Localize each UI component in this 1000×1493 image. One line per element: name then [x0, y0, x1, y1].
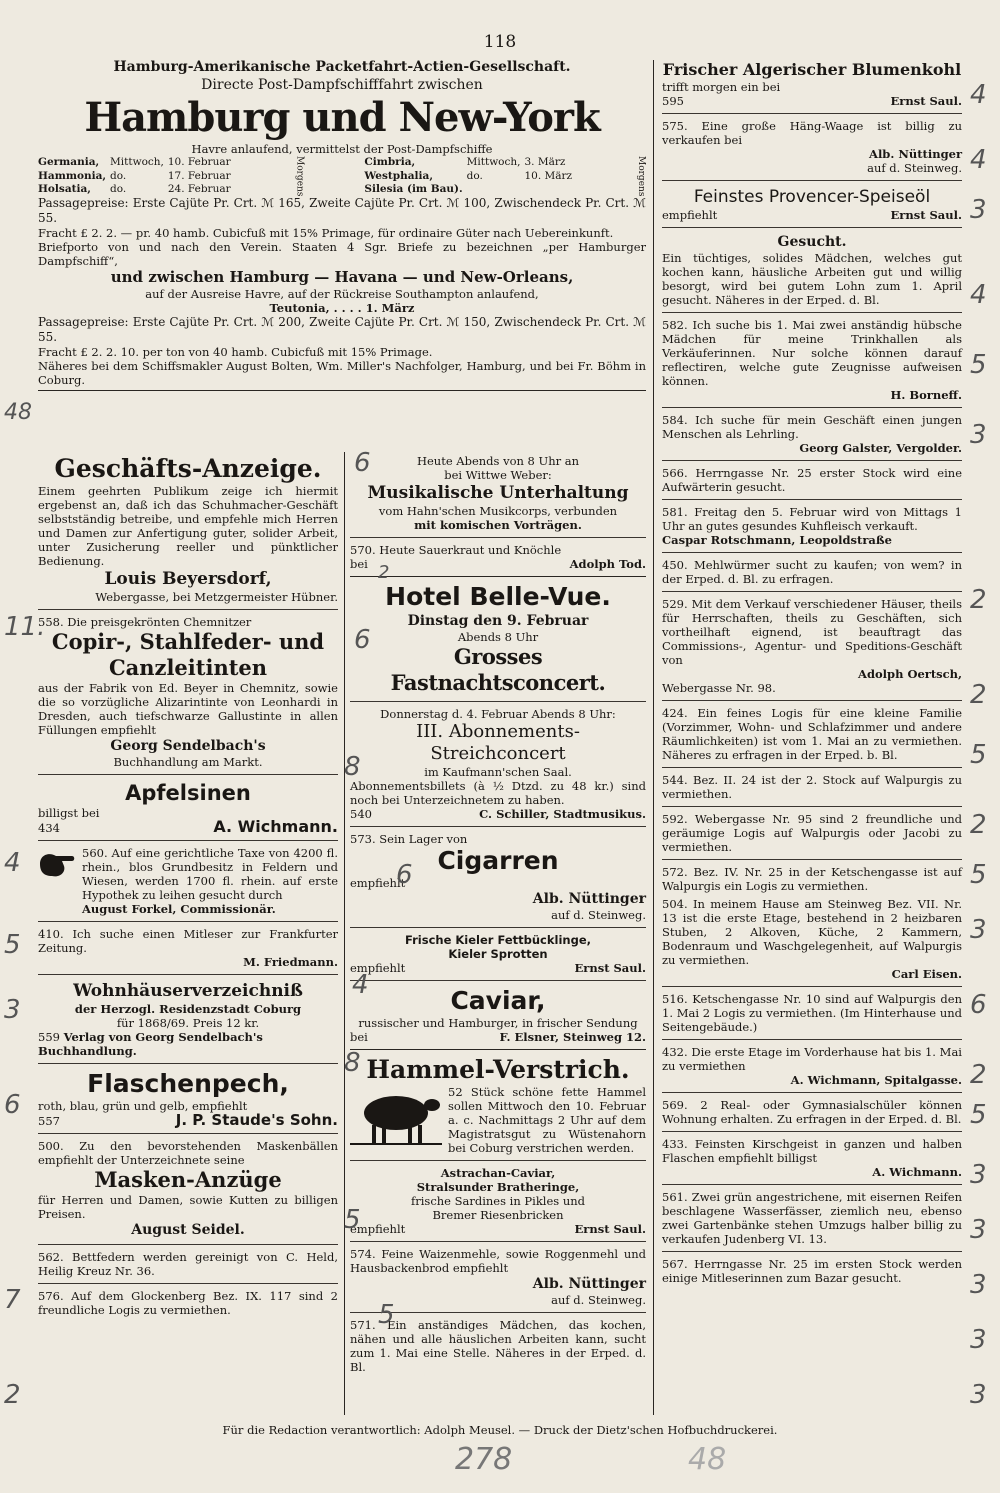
margin-note: 3: [970, 1160, 987, 1190]
ad-hammel: [350, 1053, 646, 1157]
hammel-text: 52 Stück schöne fette Hammel sollen Mittwoch den 10. Februar a. c. Nachmittags 2 Uhr auf dem Magistratsgut zu Wüstenahorn bei Coburg verstrichen werden.: [448, 1085, 646, 1155]
freight-text-2: Fracht £ 2. 2. 10. per ton von 40 hamb. Cubicfuß mit 15% Primage.: [38, 345, 433, 360]
pointing-hand-icon: [38, 846, 76, 916]
shipping-via: Havre anlaufend, vermittelst der Post-Dampfschiffe: [191, 142, 493, 156]
bottom-handwriting: 278: [455, 1442, 513, 1477]
margin-note: 3: [970, 1325, 987, 1355]
margin-note: 4: [970, 280, 987, 310]
ship-schedule: [38, 156, 646, 196]
ad-ketschengasse: 572. Bez. IV. Nr. 25 in der Ketschengasse ist auf Walpurgis ein Logis zu vermiethen.: [662, 865, 963, 893]
side-label-right: Morgens: [635, 156, 646, 197]
passage-prices: Passagepreise: Erste Cajüte Pr. Crt. ℳ 165, Zweite Cajüte Pr. Crt. ℳ 100, Zwischendeck Pr. Crt. ℳ 55.: [38, 196, 646, 226]
ad-speiseoel: Feinstes Provencer-Speiseöl empfiehlt Ernst Saul.: [662, 187, 962, 222]
margin-note: 8: [344, 752, 361, 782]
ad-caviar: Caviar, russischer und Hamburger, in frischer Sendung bei F. Elsner, Steinweg 12.: [350, 986, 646, 1044]
havana-route: und zwischen Hamburg — Havana — und New-Orleans,: [110, 268, 574, 287]
margin-note: 5: [970, 860, 987, 890]
flasch-name: J. P. Staude's Sohn.: [175, 1111, 338, 1129]
kirsch-name: A. Wichmann.: [872, 1165, 962, 1179]
astra-name: Ernst Saul.: [574, 1222, 646, 1236]
freight-text: Fracht £ 2. 2. — pr. 40 hamb. Cubicfuß mit 15% Primage, für ordinaire Güter nach Uebereinkunft.: [38, 226, 614, 241]
ad-lehrling: 584. Ich suche für mein Geschäft einen jungen Menschen als Lehrling. Georg Galster, Vergolder.: [662, 413, 962, 455]
taxe-name: August Forkel, Commissionär.: [82, 902, 276, 916]
sauer-name: Adolph Tod.: [569, 557, 646, 571]
margin-note: 5: [344, 1205, 361, 1235]
ad-maedchen: 571. Ein anständiges Mädchen, das kochen, nähen und alle häuslichen Arbeiten kann, sucht zum 1. Mai eine Stelle. Näheres in der Erped. d. Bl.: [350, 1318, 646, 1374]
kiel-name: Ernst Saul.: [574, 961, 646, 975]
havana-route-detail: auf der Ausreise Havre, auf der Rückreise Southampton anlaufend,: [145, 287, 539, 302]
margin-note: 2: [970, 810, 987, 840]
shipping-title: Hamburg und New-York: [84, 94, 600, 141]
ad-blumenkohl: Frischer Algerischer Blumenkohl trifft morgen ein bei 595 Ernst Saul.: [662, 60, 962, 108]
ad-kirschgeist: 433. Feinsten Kirschgeist in ganzen und halben Flaschen empfiehlt billigst A. Wichmann.: [662, 1137, 962, 1179]
margin-note: 2: [970, 585, 987, 615]
margin-note: 2: [970, 680, 987, 710]
margin-note: 3: [970, 915, 987, 945]
margin-note: 4: [970, 80, 987, 110]
ad-apfelsinen: Apfelsinen billigst bei 434 A. Wichmann.: [38, 781, 338, 836]
apfel-title: Apfelsinen: [125, 781, 251, 805]
side-label-left: Morgens: [294, 156, 305, 197]
wohn-title: Wohnhäuserverzeichniß: [73, 981, 303, 1001]
margin-note: 3: [970, 1215, 987, 1245]
margin-note: 3: [970, 1270, 987, 1300]
hammel-title: Hammel-Verstrich.: [366, 1055, 630, 1084]
sheep-icon: [350, 1085, 442, 1155]
lehr-name: Georg Galster, Vergolder.: [799, 441, 962, 455]
geschaeft-name: Louis Beyersdorf,: [104, 569, 272, 589]
copir-address: Buchhandlung am Markt.: [113, 755, 263, 769]
mask-name: August Seidel.: [131, 1222, 245, 1238]
ad-sauerkraut: 570. Heute Sauerkraut und Knöchle bei Adolph Tod.: [350, 543, 646, 571]
weiz-name: Alb. Nüttinger: [532, 1276, 646, 1292]
margin-note: 5: [970, 740, 987, 770]
ad-copir: 558. Die preisgekrönten Chemnitzer Copir-, Stahlfeder- und Canzleitinten aus der Fabrik von Ed. Beyer in Chemnitz, sowie die so vorzügliche Alizarintinte von Leonhardi in Dresden, auch tiefschwarze Gallustinte in allen Füllungen empfiehlt Georg Sendelbach's Buchhandlung am Markt.: [38, 615, 338, 769]
waag-name: Alb. Nüttinger: [869, 147, 962, 161]
margin-note: 6: [354, 625, 371, 655]
caviar-name: F. Elsner, Steinweg 12.: [499, 1030, 646, 1044]
ad-cigarren: 573. Sein Lager von Cigarren empfiehlt Alb. Nüttinger auf d. Steinweg.: [350, 832, 646, 922]
margin-note: 4: [970, 145, 987, 175]
margin-note: 8: [344, 1048, 361, 1078]
copir-title-2: Canzleitinten: [108, 655, 268, 680]
ad-kieler: Frische Kieler Fettbücklinge, Kieler Sprotten empfiehlt Ernst Saul.: [350, 933, 646, 975]
ship-table-right: Cimbria, Mittwoch, 3. März Westphalia, do. 10. März Silesia (im Bau).: [364, 156, 573, 196]
ad-abonnement: Donnerstag d. 4. Februar Abends 8 Uhr: III. Abonnements-Streichconcert im Kaufmann'schen Saal. Abonnementsbillets (à ½ Dtzd. zu 48 kr.) sind noch bei Unterzeichnetem zu haben. 540 C. Schiller, Stadtmusikus.: [350, 707, 646, 821]
page-number: 118: [483, 32, 517, 52]
margin-note: 5: [4, 930, 21, 960]
margin-note: 6: [396, 860, 413, 890]
agent-text: Näheres bei dem Schiffsmakler August Bolten, Wm. Miller's Nachfolger, Hamburg, und bei Fr. Böhm in Coburg.: [38, 359, 646, 388]
margin-note: 2: [4, 1380, 21, 1410]
etage-name: Carl Eisen.: [891, 967, 962, 981]
geschaeft-title: Geschäfts-Anzeige.: [54, 454, 322, 483]
ad-gymnasium: 569. 2 Real- oder Gymnasialschüler können Wohnung erhalten. Zu erfragen in der Erped. d. Bl.: [662, 1098, 962, 1126]
shipping-header: [38, 58, 646, 394]
margin-note: 5: [970, 350, 987, 380]
passage-prices-2: Passagepreise: Erste Cajüte Pr. Crt. ℳ 200, Zweite Cajüte Pr. Crt. ℳ 150, Zwischendeck Pr. Crt. ℳ 55.: [38, 315, 646, 345]
cig-title: Cigarren: [437, 846, 559, 875]
right-column: [662, 58, 962, 1287]
ad-bazar: 567. Herrngasse Nr. 25 im ersten Stock werden einige Mitleserinnen zum Bazar gesucht.: [662, 1257, 962, 1285]
margin-note: 6: [354, 448, 371, 478]
ad-logis: 424. Ein feines Logis für eine kleine Familie (Vorzimmer, Wohn- und Schlafzimmer und andere Räumlichkeiten) ist vom 1. Mai an zu vermiethen. Näheres zu erfragen in der Erped. b. Bl.: [662, 706, 963, 762]
hotel-event: Grosses Fastnachtsconcert.: [390, 644, 606, 695]
ges-title: Gesucht.: [777, 234, 847, 250]
ad-waizenmehl: 574. Feine Waizenmehle, sowie Roggenmehl und Hausbackenbrod empfiehlt Alb. Nüttinger auf d. Steinweg.: [350, 1247, 646, 1307]
ad-flaschenpech: Flaschenpech, roth, blau, grün und gelb, empfiehlt 557 J. P. Staude's Sohn.: [38, 1069, 338, 1129]
haus-name: Adolph Oertsch,: [858, 667, 962, 681]
ad-verkaeuferin: 582. Ich suche bis 1. Mai zwei anständig hübsche Mädchen für meine Trinkhallen als Verkäuferinnen. Nur solche können darauf reflectiren, welche gute Zeugnisse aufweisen können. H. Borneff.: [662, 318, 962, 402]
abon-title: III. Abonnements-Streichconcert: [416, 721, 580, 764]
ad-webergasse: 592. Webergasse Nr. 95 sind 2 freundliche und geräumige Logis auf Walpurgis oder Jacobi zu vermiethen.: [662, 812, 963, 854]
margin-note: 48: [4, 400, 32, 425]
vord-name: A. Wichmann, Spitalgasse.: [790, 1073, 962, 1087]
margin-note: 2: [378, 562, 390, 583]
margin-note: 5: [378, 1300, 395, 1330]
ad-wasserfaesser: 561. Zwei grün angestrichene, mit eisernen Reifen beschlagene Wasserfässer, ziemlich neu, ebenso zwei Gartenbänke stehen Umzugs halber billig zu verkaufen Judenberg VI. 13.: [662, 1190, 962, 1246]
middle-column: [350, 452, 646, 1376]
column-rule-left: [344, 452, 345, 1415]
margin-note: 2: [970, 1060, 987, 1090]
caviar-title: Caviar,: [450, 986, 546, 1015]
ad-waage: 575. Eine große Häng-Waage ist billig zu verkaufen bei Alb. Nüttinger auf d. Steinweg.: [662, 119, 963, 175]
ad-aufwaerterin: 566. Herrngasse Nr. 25 erster Stock wird eine Aufwärterin gesucht.: [662, 466, 963, 494]
mask-title: Masken-Anzüge: [94, 1167, 282, 1192]
margin-note: 4: [352, 970, 369, 1000]
margin-note: 4: [4, 848, 21, 878]
ad-gesucht: Gesucht. Ein tüchtiges, solides Mädchen, welches gut kochen kann, häusliche Arbeiten gut und willig besorgt, wird bei gutem Lohn zum 1. April gesucht. Näheres in der Erped. d. Bl.: [662, 234, 962, 307]
bottom-handwriting: 48: [688, 1442, 727, 1477]
column-rule-right: [653, 60, 654, 1415]
postage-text: Briefporto von und nach den Verein. Staaten 4 Sgr. Briefe zu bezeichnen „per Hamburger Dampfschiff“,: [38, 240, 646, 269]
margin-note: 6: [970, 990, 987, 1020]
copir-title-1: Copir-, Stahlfeder- und: [51, 629, 325, 654]
margin-note: 11.: [4, 612, 46, 642]
ad-stock: 544. Bez. II. 24 ist der 2. Stock auf Walpurgis zu vermiethen.: [662, 773, 962, 801]
ad-kuhfleisch: 581. Freitag den 5. Februar wird von Mittags 1 Uhr an gutes gesundes Kuhfleisch verkauft. Caspar Rotschmann, Leopoldstraße: [662, 505, 962, 547]
ad-haeuser: 529. Mit dem Verkauf verschiedener Häuser, theils für Herrschaften, theils zu Geschäften, sich vortheilhaft eignend, ist beauftragt das Commissions-, Agentur- und Speditions-Geschäft von Adolph Oertsch, Webergasse Nr. 98.: [662, 597, 963, 695]
ad-geschaeft: [38, 452, 338, 606]
apfel-sub: billigst bei: [38, 806, 100, 820]
oel-title: Feinstes Provencer-Speiseöl: [693, 187, 931, 207]
ad-taxe: 560. Auf eine gerichtliche Taxe von 4200 fl. rhein., blos Grundbesitz in Feldern und Wiesen, werden 1700 fl. rhein. auf erste Hypothek zu leihen gesucht durch August Forkel, Commissionär.: [38, 844, 338, 918]
zeit-name: M. Friedmann.: [243, 955, 338, 969]
ad-hotel: Hotel Belle-Vue. Dinstag den 9. Februar Abends 8 Uhr Grosses Fastnachtsconcert.: [350, 580, 646, 698]
margin-note: 5: [970, 1100, 987, 1130]
ad-masken: 500. Zu den bevorstehenden Maskenbällen empfiehlt der Unterzeichnete seine Masken-Anzüge für Herren und Damen, sowie Kutten zu billigen Preisen. August Seidel.: [38, 1139, 338, 1238]
margin-note: 6: [4, 1090, 21, 1120]
ad-musik: Heute Abends von 8 Uhr an bei Wittwe Weber: Musikalische Unterhaltung vom Hahn'schen Musikcorps, verbunden mit komischen Vorträgen.: [350, 452, 646, 534]
kuh-name: Caspar Rotschmann, Leopoldstraße: [662, 533, 892, 547]
verk-name: H. Borneff.: [890, 388, 962, 402]
ad-ketschengasse-2: 516. Ketschengasse Nr. 10 sind auf Walpurgis den 1. Mai 2 Logis zu vermiethen. (Im Hinterhause und Seitengebäude.): [662, 992, 962, 1034]
shipping-company: Hamburg-Amerikanische Packetfahrt-Actien-Gesellschaft.: [113, 59, 571, 75]
ad-zeitung: 410. Ich suche einen Mitleser zur Frankfurter Zeitung. M. Friedmann.: [38, 927, 339, 969]
ad-wohnhaeuser: Wohnhäuserverzeichniß der Herzogl. Residenzstadt Coburg für 1868/69. Preis 12 kr. 559 Verlag von Georg Sendelbach's Buchhandlung.: [38, 978, 338, 1060]
left-column: [38, 452, 338, 1319]
shipping-line: Directe Post-Dampfschifffahrt zwischen: [201, 77, 483, 93]
flasch-title: Flaschenpech,: [87, 1069, 289, 1098]
ad-etage: 504. In meinem Hause am Steinweg Bez. VII. Nr. 13 ist die erste Etage, bestehend in 2 heizbaren Stuben, 2 Alkoven, Küche, 2 Kammern, Bodenraum und Waschgelegenheit, auf Walpurgis zu vermiethen. Carl Eisen.: [662, 897, 962, 981]
abon-name: C. Schiller, Stadtmusikus.: [479, 807, 646, 821]
margin-note: 3: [970, 420, 987, 450]
ad-bettfedern: 562. Bettfedern werden gereinigt von C. Held, Heilig Kreuz Nr. 36.: [38, 1250, 338, 1278]
apfel-name: A. Wichmann.: [213, 817, 338, 836]
geschaeft-text: Einem geehrten Publikum zeige ich hiermit ergebenst an, daß ich das Schuhmacher-Geschäft selbstständig betreibe, und empfehle mich Herren und Damen zur Anfertigung guter, solider Arbeit, unter Zusicherung reeller und pünktlicher Bedienung.: [38, 484, 338, 568]
hotel-title: Hotel Belle-Vue.: [385, 582, 611, 611]
margin-note: 3: [970, 1380, 987, 1410]
ad-mehlwuermer: 450. Mehlwürmer sucht zu kaufen; von wem? in der Erped. d. Bl. zu erfragen.: [662, 558, 962, 586]
ad-glockenberg: 576. Auf dem Glockenberg Bez. IX. 117 sind 2 freundliche Logis zu vermiethen.: [38, 1289, 338, 1317]
oel-name: Ernst Saul.: [890, 208, 962, 222]
margin-note: 3: [970, 195, 987, 225]
ad-vorderhaus: 432. Die erste Etage im Vorderhause hat bis 1. Mai zu vermiethen A. Wichmann, Spitalgasse.: [662, 1045, 962, 1087]
margin-note: 7: [4, 1285, 21, 1315]
geschaeft-address: Webergasse, bei Metzgermeister Hübner.: [95, 590, 338, 604]
copir-text: aus der Fabrik von Ed. Beyer in Chemnitz, sowie die so vorzügliche Alizarintinte von Leonhardi in Dresden, auch tiefschwarze Gallustinte in allen Füllungen empfiehlt: [38, 681, 338, 737]
musik-title: Musikalische Unterhaltung: [367, 483, 629, 503]
ad-astrachan: Astrachan-Caviar, Stralsunder Bratheringe, frische Sardines in Pikles und Bremer Riesenbricken empfiehlt Ernst Saul.: [350, 1166, 646, 1236]
cig-name: Alb. Nüttinger: [532, 891, 646, 907]
page-footer: Für die Redaction verantwortlich: Adolph Meusel. — Druck der Dietz'schen Hofbuchdruckerei.: [222, 1423, 778, 1437]
blum-title: Frischer Algerischer Blumenkohl: [662, 60, 962, 79]
blum-name: Ernst Saul.: [890, 94, 962, 108]
teutonia-line: Teutonia, . . . . 1. März: [269, 301, 415, 316]
copir-name: Georg Sendelbach's: [110, 738, 266, 754]
margin-note: 3: [4, 995, 21, 1025]
ship-table-left: Germania, Mittwoch, 10. Februar Hammonia, do. 17. Februar Holsatia, do. 24. Februar: [38, 156, 231, 196]
